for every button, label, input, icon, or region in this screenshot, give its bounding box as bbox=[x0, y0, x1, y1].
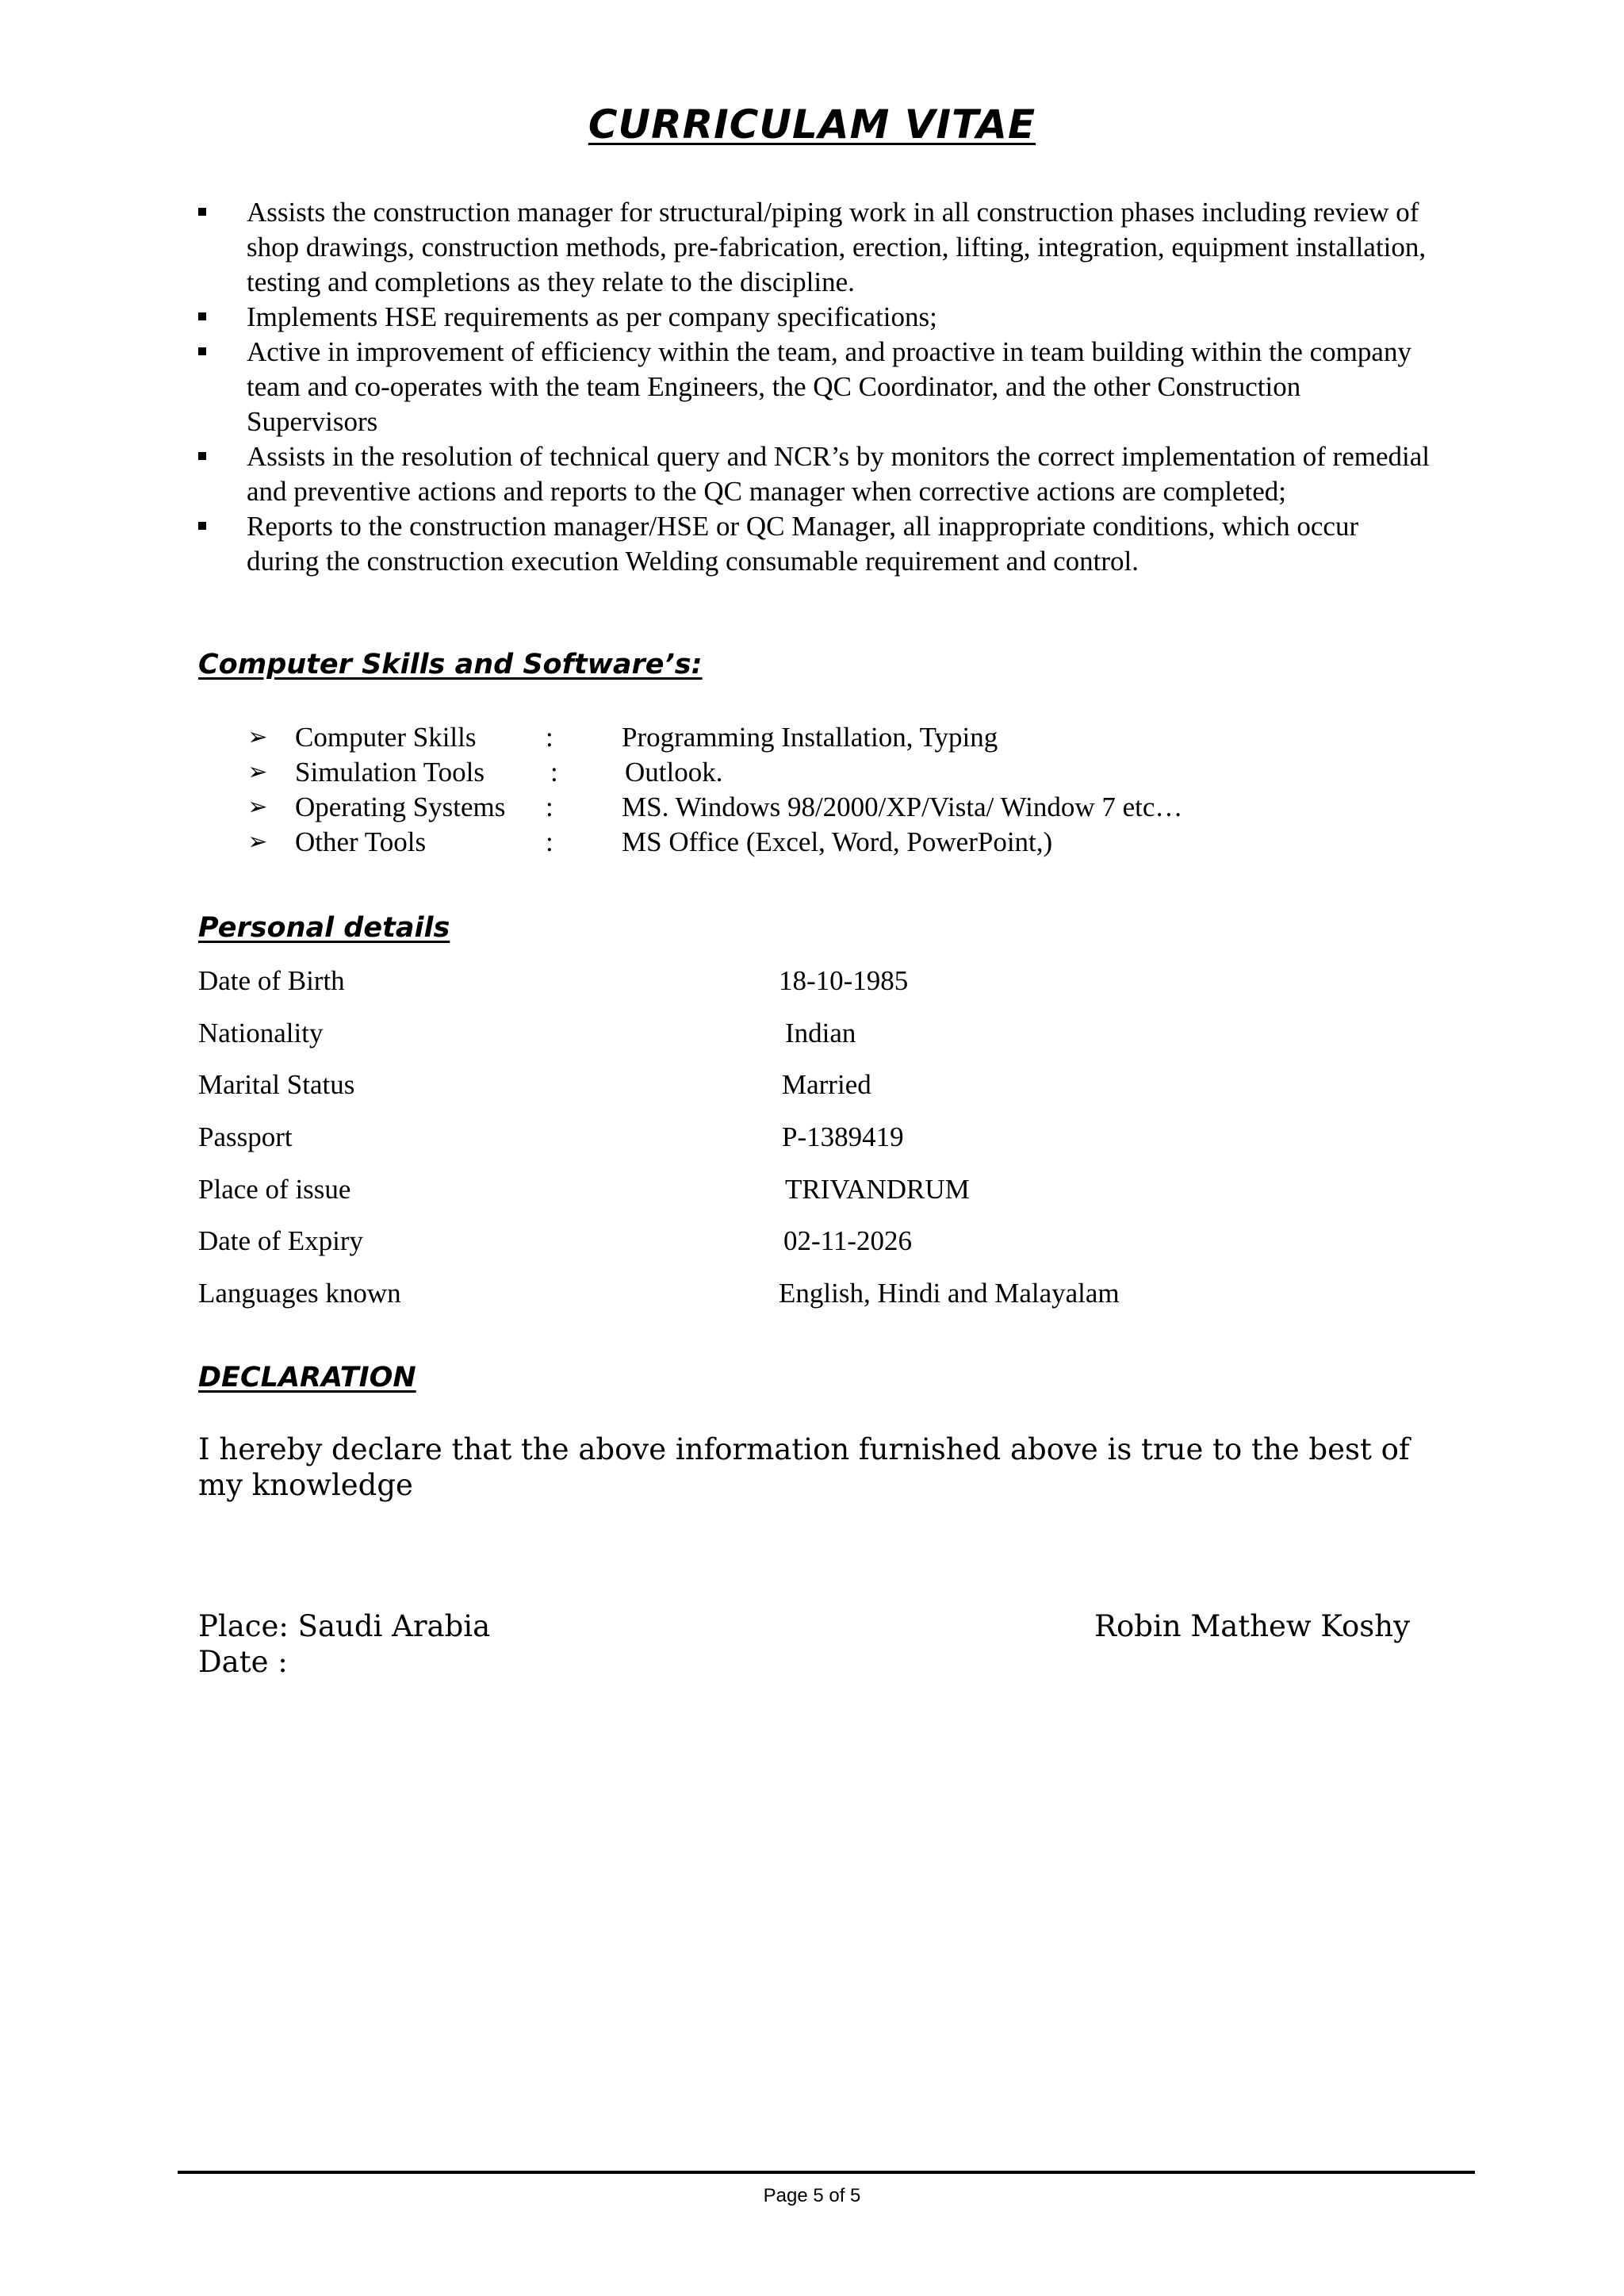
skill-label: Other Tools bbox=[295, 826, 427, 857]
personal-details-heading: Personal details bbox=[198, 912, 450, 944]
skill-separator: : bbox=[546, 722, 553, 753]
table-row bbox=[198, 1224, 1388, 1276]
list-item: Reports to the construction manager/HSE or QC Manager, all inappropriate conditions, which occur during the construction execution Welding consumable requirement and control. bbox=[198, 509, 1435, 579]
skill-value: Programming Installation, Typing bbox=[622, 722, 998, 753]
skill-value: MS. Windows 98/2000/XP/Vista/ Window 7 etc… bbox=[622, 792, 1183, 822]
personal-value: 18-10-1985 bbox=[779, 965, 909, 996]
skill-separator: : bbox=[546, 826, 553, 857]
list-item: Implements HSE requirements as per company specifications; bbox=[198, 300, 1435, 335]
table-row bbox=[198, 1276, 1388, 1328]
square-bullet-icon bbox=[198, 522, 206, 530]
place-date-block bbox=[198, 1608, 490, 1680]
skill-label: Computer Skills bbox=[295, 722, 477, 753]
arrowhead-bullet-icon: ➢ bbox=[247, 793, 268, 821]
personal-key: Date of Birth bbox=[198, 965, 345, 996]
table-row bbox=[198, 964, 1388, 1016]
skill-separator: : bbox=[546, 792, 553, 822]
table-row bbox=[198, 1172, 1388, 1225]
arrowhead-bullet-icon: ➢ bbox=[247, 828, 268, 856]
square-bullet-icon bbox=[198, 312, 206, 320]
personal-value: English, Hindi and Malayalam bbox=[779, 1278, 1120, 1309]
square-bullet-icon bbox=[198, 208, 206, 216]
skill-row bbox=[246, 720, 1356, 755]
arrowhead-bullet-icon: ➢ bbox=[247, 723, 268, 751]
personal-value: TRIVANDRUM bbox=[785, 1173, 970, 1205]
document-title: CURRICULAM VITAE bbox=[588, 102, 1036, 148]
personal-details-table bbox=[198, 964, 1388, 1328]
personal-key: Date of Expiry bbox=[198, 1225, 363, 1257]
list-item: Assists in the resolution of technical query and NCR’s by monitors the correct implementation of remedial and preventive actions and reports to the QC manager when corrective actions are completed; bbox=[198, 439, 1435, 509]
personal-key: Nationality bbox=[198, 1017, 324, 1048]
square-bullet-icon bbox=[198, 452, 206, 460]
declaration-heading: DECLARATION bbox=[198, 1362, 416, 1393]
personal-key: Marital Status bbox=[198, 1069, 355, 1101]
table-row bbox=[198, 1120, 1388, 1172]
list-item: Active in improvement of efficiency within the team, and proactive in team building within the company team and co-operates with the team Engineers, the QC Coordinator, and the other Construction Supervisors bbox=[198, 335, 1435, 439]
skill-row bbox=[246, 825, 1356, 860]
personal-value: Indian bbox=[785, 1017, 856, 1048]
date-label: Date : bbox=[198, 1645, 288, 1679]
table-row bbox=[198, 1016, 1388, 1068]
personal-key: Place of issue bbox=[198, 1173, 351, 1205]
table-row bbox=[198, 1068, 1388, 1120]
place-label: Place: Saudi Arabia bbox=[198, 1609, 491, 1643]
skill-label: Operating Systems bbox=[295, 792, 506, 822]
page-number: Page 5 of 5 bbox=[763, 2185, 861, 2206]
duties-list bbox=[198, 195, 1435, 579]
declaration-text: I hereby declare that the above information furnished above is true to the best of my knowledge bbox=[198, 1432, 1410, 1502]
square-bullet-icon bbox=[198, 347, 206, 355]
skill-label: Simulation Tools bbox=[295, 757, 485, 788]
personal-key: Languages known bbox=[198, 1278, 401, 1309]
computer-skills-heading: Computer Skills and Software’s: bbox=[198, 649, 703, 680]
skill-row bbox=[246, 755, 1356, 790]
personal-value: 02-11-2026 bbox=[783, 1225, 913, 1257]
arrowhead-bullet-icon: ➢ bbox=[247, 758, 268, 786]
skill-value: Outlook. bbox=[625, 757, 723, 788]
personal-key: Passport bbox=[198, 1121, 293, 1153]
computer-skills-list bbox=[246, 720, 1356, 860]
footer-divider bbox=[178, 2171, 1475, 2174]
skill-value: MS Office (Excel, Word, PowerPoint,) bbox=[622, 826, 1053, 857]
signatory-name: Robin Mathew Koshy bbox=[1094, 1609, 1410, 1643]
personal-value: Married bbox=[782, 1069, 871, 1101]
skill-separator: : bbox=[550, 757, 558, 788]
list-item: Assists the construction manager for structural/piping work in all construction phases including review of shop drawings, construction methods, pre-fabrication, erection, lifting, integration, equipment installation, testing and completions as they relate to the discipline. bbox=[198, 195, 1435, 300]
personal-value: P-1389419 bbox=[782, 1121, 904, 1153]
skill-row bbox=[246, 790, 1356, 825]
